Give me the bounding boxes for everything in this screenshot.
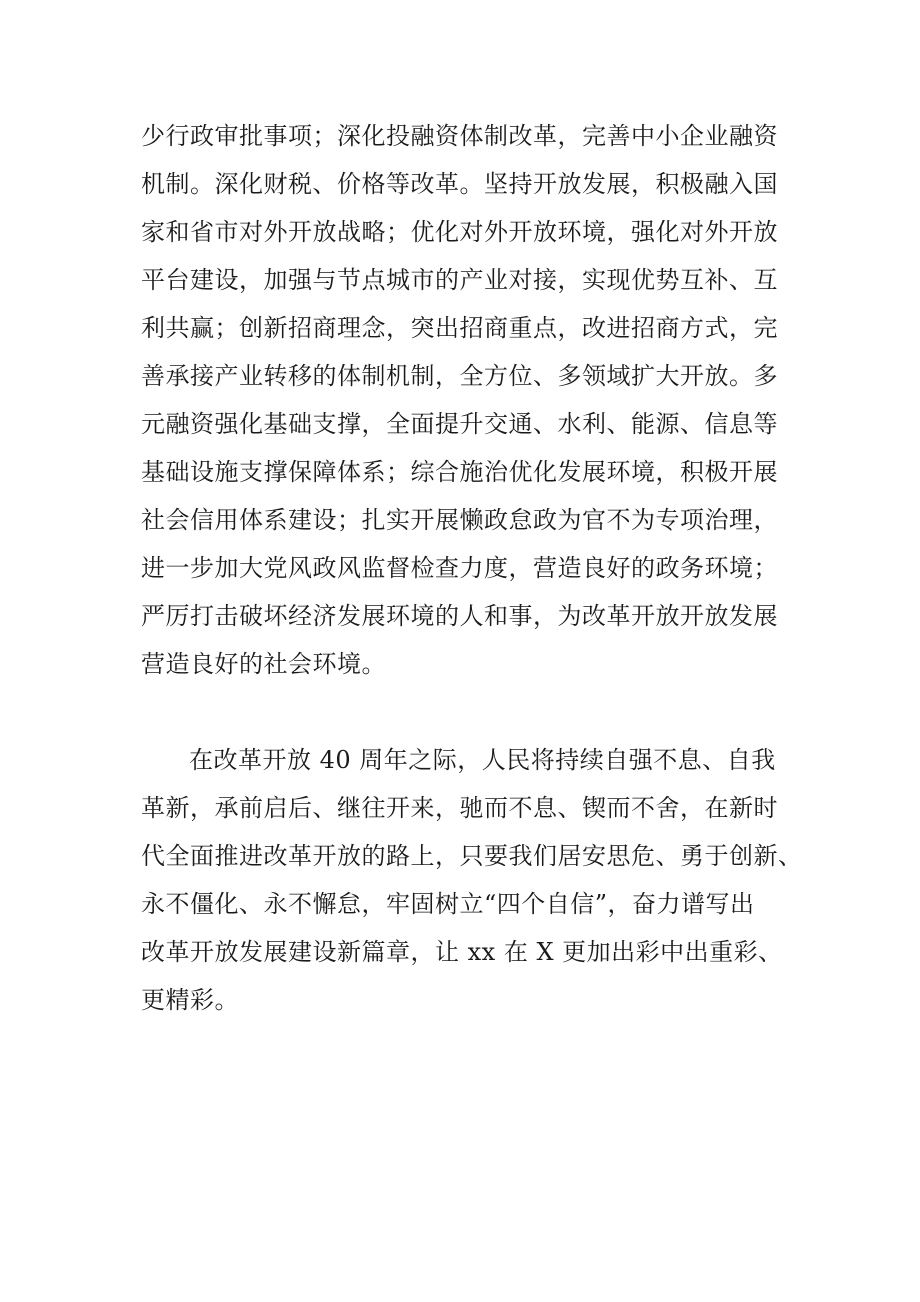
text-line: 革新，承前启后、继往开来，驰而不息、锲而不舍，在新时 [141, 794, 778, 822]
text-line: 元融资强化基础支撑，全面提升交通、水利、能源、信息等 [141, 410, 778, 438]
text-line: 进一步加大党风政风监督检查力度，营造良好的政务环境； [141, 554, 778, 582]
text-line: 平台建设，加强与节点城市的产业对接，实现优势互补、互 [141, 266, 778, 294]
text-line: 机制。深化财税、价格等改革。坚持开放发展，积极融入国 [141, 170, 778, 198]
text-line: 严厉打击破坏经济发展环境的人和事，为改革开放开放发展 [141, 602, 778, 630]
text-line: 少行政审批事项；深化投融资体制改革，完善中小企业融资 [141, 122, 778, 150]
text-line: 善承接产业转移的体制机制，全方位、多领域扩大开放。多 [141, 362, 778, 390]
text-line: 在改革开放 40 周年之际，人民将持续自强不息、自我 [189, 746, 776, 774]
text-line: 更精彩。 [141, 986, 239, 1014]
text-line: 改革开放发展建设新篇章，让 xx 在 X 更加出彩中出重彩、 [141, 938, 783, 966]
text-line: 营造良好的社会环境。 [141, 650, 386, 678]
text-line: 社会信用体系建设；扎实开展懒政怠政为官不为专项治理， [141, 506, 778, 534]
text-line: 利共赢；创新招商理念，突出招商重点，改进招商方式，完 [141, 314, 778, 342]
text-line: 基础设施支撑保障体系；综合施治优化发展环境，积极开展 [141, 458, 778, 486]
text-line: 永不僵化、永不懈怠，牢固树立“四个自信”，奋力谱写出 [141, 890, 755, 918]
text-line: 代全面推进改革开放的路上，只要我们居安思危、勇于创新、 [141, 842, 803, 870]
text-line: 家和省市对外开放战略；优化对外开放环境，强化对外开放 [141, 218, 778, 246]
